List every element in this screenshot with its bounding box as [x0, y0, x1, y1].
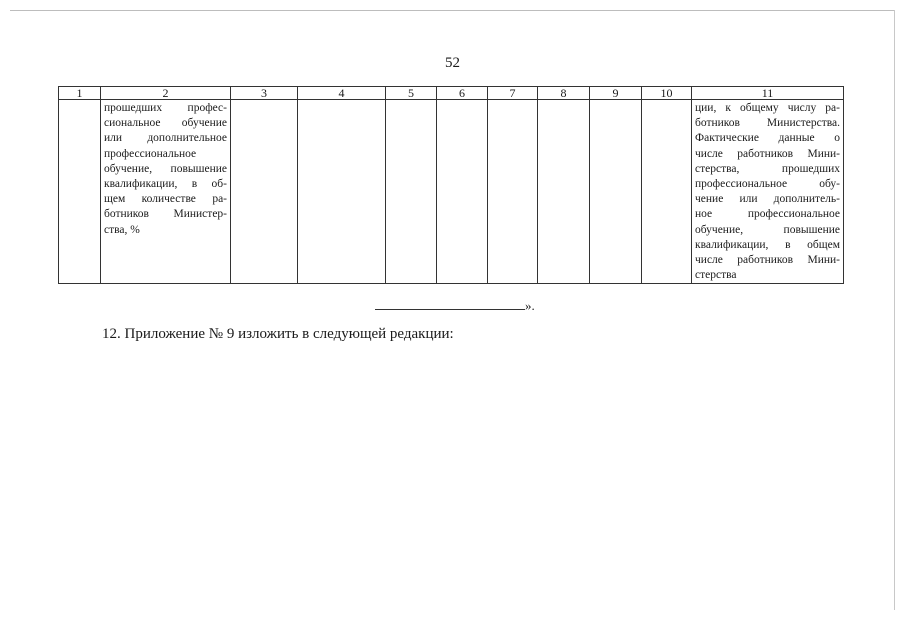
table-cell-indicator — [101, 100, 231, 284]
cell-line: профессиональное — [104, 147, 197, 160]
cell-line: обучение, повышение — [695, 223, 840, 236]
cell-line: числе работников Мини- — [695, 147, 840, 160]
cell-line: ции, к общему числу ра- — [695, 102, 840, 114]
table-cell — [386, 100, 437, 284]
cell-line: ства, % — [104, 223, 140, 236]
cell-line: стерства, прошедших — [695, 162, 840, 175]
table-cell — [488, 100, 538, 284]
cell-line: профессиональное обу- — [695, 178, 840, 191]
table-row — [59, 100, 844, 284]
cell-line: ботников Министер- — [104, 208, 227, 221]
closing-quote: ». — [525, 298, 535, 313]
column-header: 2 — [101, 87, 231, 100]
cell-line: ное профессиональное — [695, 208, 840, 221]
cell-line: квалификации, в об- — [104, 178, 227, 191]
column-header: 5 — [386, 87, 437, 100]
column-header: 3 — [231, 87, 298, 100]
cell-line: ботников Министерства. — [695, 117, 840, 130]
page-edge — [10, 10, 895, 11]
cell-line: щем количестве ра- — [104, 193, 227, 206]
cell-line: обучение, повышение — [104, 162, 227, 175]
cell-line: Фактические данные о — [695, 132, 840, 145]
table-cell-method — [692, 100, 844, 284]
column-header: 6 — [437, 87, 488, 100]
column-header: 7 — [488, 87, 538, 100]
table-cell — [298, 100, 386, 284]
cell-line: сиональное обучение — [104, 117, 227, 130]
table-cell — [590, 100, 642, 284]
table-cell — [231, 100, 298, 284]
table-cell — [437, 100, 488, 284]
cell-line: прошедших профес- — [104, 102, 227, 114]
cell-line: квалификации, в общем — [695, 238, 840, 251]
page-number: 52 — [445, 55, 460, 71]
table-header-row — [59, 87, 844, 100]
blank-underline — [375, 299, 525, 310]
table-cell — [642, 100, 692, 284]
column-header: 11 — [692, 87, 844, 100]
column-header: 1 — [59, 87, 101, 100]
column-header: 10 — [642, 87, 692, 100]
cell-line: числе работников Мини- — [695, 254, 840, 267]
cell-line: чение или дополнитель- — [695, 193, 840, 206]
amendment-paragraph: 12. Приложение № 9 изложить в следующей редакции: — [102, 326, 454, 342]
page-edge — [894, 10, 895, 610]
column-header: 9 — [590, 87, 642, 100]
cell-line: стерства — [695, 269, 737, 282]
closing-line — [375, 298, 535, 314]
data-table — [58, 86, 844, 284]
column-header: 8 — [538, 87, 590, 100]
table-cell — [59, 100, 101, 284]
column-header: 4 — [298, 87, 386, 100]
table-cell — [538, 100, 590, 284]
cell-line: или дополнительное — [104, 132, 227, 145]
